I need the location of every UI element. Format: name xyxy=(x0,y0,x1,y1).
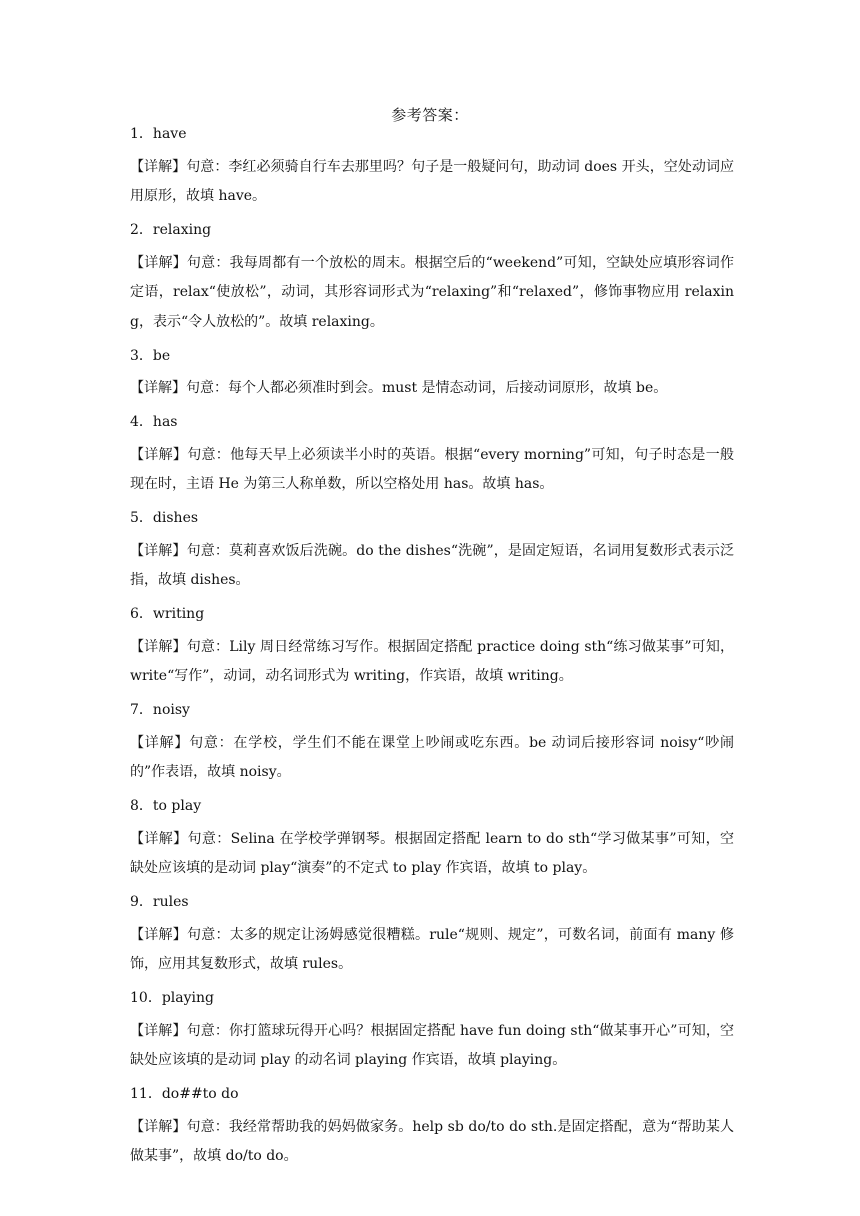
explanation xyxy=(130,825,734,884)
item-number: 5． xyxy=(130,510,153,526)
explanation-text: 句意：Lily 周日经常练习写作。根据固定搭配 practice doing sth“练习做某事”可知，write“写作”，动词，动名词形式为 writing，作宾语，故填 writing。 xyxy=(130,638,734,684)
explanation-tag: 【详解】 xyxy=(130,926,188,943)
explanation xyxy=(130,633,734,692)
explanation-text: 句意：我每周都有一个放松的周末。根据空后的“weekend”可知，空缺处应填形容词作定语，relax“使放松”，动词，其形容词形式为“relaxing”和“relaxed”，修饰事物应用 relaxing，表示“令人放松的”。故填 relaxing。 xyxy=(130,254,734,330)
explanation xyxy=(130,1017,734,1076)
answer-item-5 xyxy=(130,507,734,596)
answer-item-9 xyxy=(130,891,734,980)
item-number: 10． xyxy=(130,990,162,1006)
explanation-tag: 【详解】 xyxy=(130,638,187,655)
answer-line xyxy=(130,1083,734,1105)
answer-line xyxy=(130,603,734,625)
answer-text: have xyxy=(152,126,187,142)
answer-line xyxy=(130,345,734,367)
answer-list xyxy=(130,123,734,1179)
answer-item-6 xyxy=(130,603,734,692)
item-number: 1． xyxy=(130,126,153,142)
answer-item-4 xyxy=(130,411,734,500)
explanation xyxy=(130,153,734,212)
explanation-text: 句意：他每天早上必须读半小时的英语。根据“every morning”可知，句子时态是一般现在时，主语 He 为第三人称单数，所以空格处用 has。故填 has。 xyxy=(130,446,735,492)
answer-item-7 xyxy=(130,699,734,788)
answer-text: relaxing xyxy=(152,222,212,238)
answer-item-3 xyxy=(130,345,734,404)
explanation-tag: 【详解】 xyxy=(130,1118,187,1135)
explanation xyxy=(130,921,734,980)
explanation-tag: 【详解】 xyxy=(130,446,188,463)
explanation-text: 句意：我经常帮助我的妈妈做家务。help sb do/to do sth.是固定搭配，意为“帮助某人做某事”，故填 do/to do。 xyxy=(130,1118,734,1164)
explanation-tag: 【详解】 xyxy=(130,1022,187,1039)
explanation-text: 句意：在学校，学生们不能在课堂上吵闹或吃东西。be 动词后接形容词 noisy“吵闹的”作表语，故填 noisy。 xyxy=(130,734,734,780)
explanation xyxy=(130,729,734,788)
explanation xyxy=(130,441,734,500)
explanation-text: 句意：你打篮球玩得开心吗？根据固定搭配 have fun doing sth“做某事开心”可知，空缺处应该填的是动词 play 的动名词 playing 作宾语，故填 playing。 xyxy=(130,1022,735,1068)
explanation-text: 句意：李红必须骑自行车去那里吗？句子是一般疑问句，助动词 does 开头，空处动词应用原形，故填 have。 xyxy=(130,158,734,204)
item-number: 8． xyxy=(130,798,153,814)
explanation xyxy=(130,1113,734,1172)
item-number: 2． xyxy=(130,222,153,238)
explanation-text: 句意：Selina 在学校学弹钢琴。根据固定搭配 learn to do sth“学习做某事”可知，空缺处应该填的是动词 play“演奏”的不定式 to play 作宾语，故填 to play。 xyxy=(130,830,734,876)
explanation-text: 句意：每个人都必须准时到会。must 是情态动词，后接动词原形，故填 be。 xyxy=(186,380,668,396)
explanation-text: 句意：莫莉喜欢饭后洗碗。do the dishes“洗碗”，是固定短语，名词用复数形式表示泛指，故填 dishes。 xyxy=(130,542,734,588)
answer-line xyxy=(130,987,734,1009)
explanation xyxy=(130,249,734,338)
answer-line xyxy=(130,891,734,913)
answer-item-11 xyxy=(130,1083,734,1172)
answer-text: writing xyxy=(152,606,205,622)
answer-item-2 xyxy=(130,219,734,337)
item-number: 7． xyxy=(130,702,153,718)
explanation-text: 句意：太多的规定让汤姆感觉很糟糕。rule“规则、规定”，可数名词，前面有 many 修饰，应用其复数形式，故填 rules。 xyxy=(130,926,735,972)
answer-text: playing xyxy=(161,990,214,1006)
explanation-tag: 【详解】 xyxy=(130,830,188,847)
page-title: 参考答案： xyxy=(391,106,469,124)
answer-line xyxy=(130,699,734,721)
answer-item-8 xyxy=(130,795,734,884)
explanation xyxy=(130,374,734,404)
answer-line xyxy=(130,123,734,145)
item-number: 9． xyxy=(130,894,153,910)
explanation-tag: 【详解】 xyxy=(130,380,186,396)
explanation-tag: 【详解】 xyxy=(130,542,187,559)
answer-line xyxy=(130,507,734,529)
item-number: 6． xyxy=(130,606,153,622)
explanation-tag: 【详解】 xyxy=(130,254,187,271)
answer-text: has xyxy=(152,414,178,430)
answer-line xyxy=(130,411,734,433)
answer-text: dishes xyxy=(152,510,199,526)
answer-item-10 xyxy=(130,987,734,1076)
item-number: 3． xyxy=(130,347,153,364)
answer-line xyxy=(130,219,734,241)
answer-text: be xyxy=(152,347,171,364)
item-number: 4． xyxy=(130,414,153,430)
answer-text: rules xyxy=(152,894,189,910)
answer-line xyxy=(130,795,734,817)
answer-text: do##to do xyxy=(161,1086,239,1102)
explanation-tag: 【详解】 xyxy=(130,734,190,751)
answer-text: noisy xyxy=(152,702,190,718)
answer-item-1 xyxy=(130,123,734,212)
answer-text: to play xyxy=(152,798,202,814)
explanation-tag: 【详解】 xyxy=(130,158,187,175)
item-number: 11． xyxy=(130,1086,162,1102)
explanation xyxy=(130,537,734,596)
